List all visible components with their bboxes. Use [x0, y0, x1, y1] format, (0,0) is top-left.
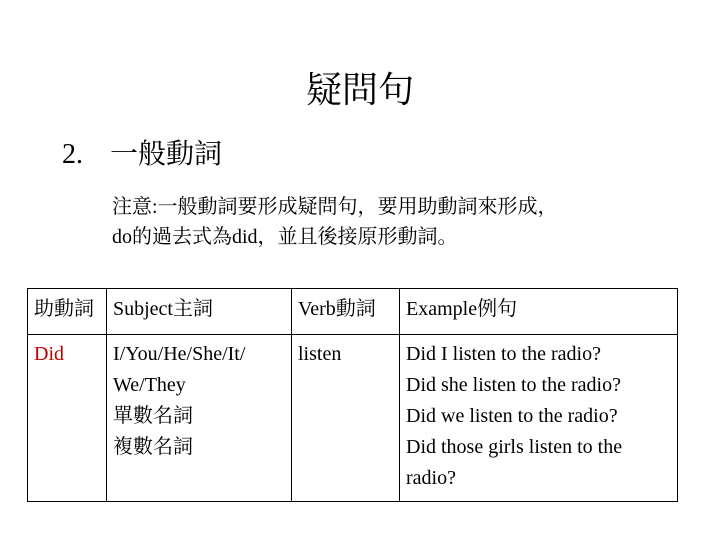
grammar-table: [27, 288, 678, 502]
cell-auxiliary: Did: [28, 335, 107, 502]
slide-title: 疑問句: [305, 70, 414, 110]
table-header-row: [28, 289, 678, 335]
section-heading: [62, 138, 222, 172]
subject-line: I/You/He/She/It/: [113, 343, 246, 365]
example-line: radio?: [406, 467, 456, 489]
header-subject: Subject主詞: [107, 289, 292, 335]
section-number: 2.: [62, 139, 83, 170]
cell-subject: [107, 335, 292, 502]
subject-line: We/They: [113, 374, 186, 396]
example-line: Did we listen to the radio?: [406, 405, 618, 427]
table-row: [28, 335, 678, 502]
example-line: Did I listen to the radio?: [406, 343, 601, 365]
header-auxiliary: 助動詞: [28, 289, 107, 335]
cell-verb: listen: [292, 335, 400, 502]
example-line: Did she listen to the radio?: [406, 374, 621, 396]
header-verb: Verb動詞: [292, 289, 400, 335]
note-line-2: do的過去式為did，並且後接原形動詞。: [112, 226, 458, 248]
subject-line: 單數名詞: [113, 405, 193, 427]
example-line: Did those girls listen to the: [406, 436, 623, 458]
subject-line: 複數名詞: [113, 436, 193, 458]
note-line-1: 注意:一般動詞要形成疑問句，要用助動詞來形成，: [112, 196, 558, 218]
section-heading-text: 一般動詞: [110, 139, 223, 170]
cell-example: [400, 335, 678, 502]
note-text: [112, 192, 672, 252]
header-example: Example例句: [400, 289, 678, 335]
